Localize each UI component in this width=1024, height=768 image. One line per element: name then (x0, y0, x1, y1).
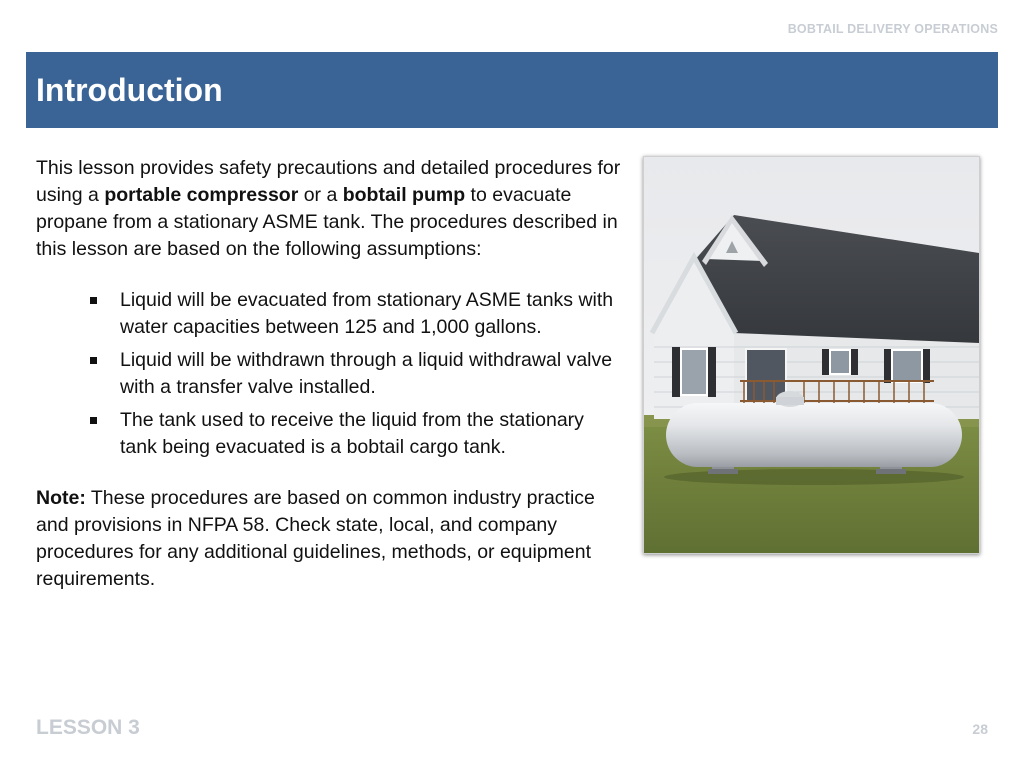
list-item (120, 347, 620, 401)
bullet-square-icon (90, 297, 97, 304)
list-item (120, 407, 620, 461)
bullet-square-icon (90, 417, 97, 424)
slide-body (36, 155, 636, 593)
list-item (120, 287, 620, 341)
list-item-text: Liquid will be evacuated from stationary ASME tanks with water capacities between 125 and 1,000 gallons. (120, 289, 614, 338)
intro-paragraph (36, 155, 636, 263)
house-propane-tank-photo (643, 156, 980, 554)
intro-bold-compressor: portable compressor (104, 184, 299, 206)
note-paragraph (36, 485, 616, 593)
list-item-text: Liquid will be withdrawn through a liquid withdrawal valve with a transfer valve installed. (120, 349, 613, 398)
page-number: 28 (972, 721, 988, 737)
intro-bold-pump: bobtail pump (342, 184, 466, 206)
bullet-square-icon (90, 357, 97, 364)
note-text: These procedures are based on common industry practice and provisions in NFPA 58. Check state, local, and company procedures for any additional guidelines, methods, or equipment requirements. (36, 487, 595, 590)
note-label: Note: (36, 487, 86, 509)
page-title: Introduction (36, 72, 223, 108)
intro-text-2: or a (298, 184, 343, 206)
intro-text-3: to evacuate propane from a stationary ASME tank. The procedures described in this lesson are based on the following assumptions: (36, 184, 618, 260)
intro-text-1: This lesson provides safety precautions and detailed procedures for using a (36, 157, 621, 206)
list-item-text: The tank used to receive the liquid from the stationary tank being evacuated is a bobtail cargo tank. (120, 409, 584, 458)
course-header: BOBTAIL DELIVERY OPERATIONS (787, 22, 998, 36)
lesson-label: LESSON 3 (36, 716, 140, 739)
assumption-list (36, 287, 620, 461)
title-bar (26, 52, 998, 128)
